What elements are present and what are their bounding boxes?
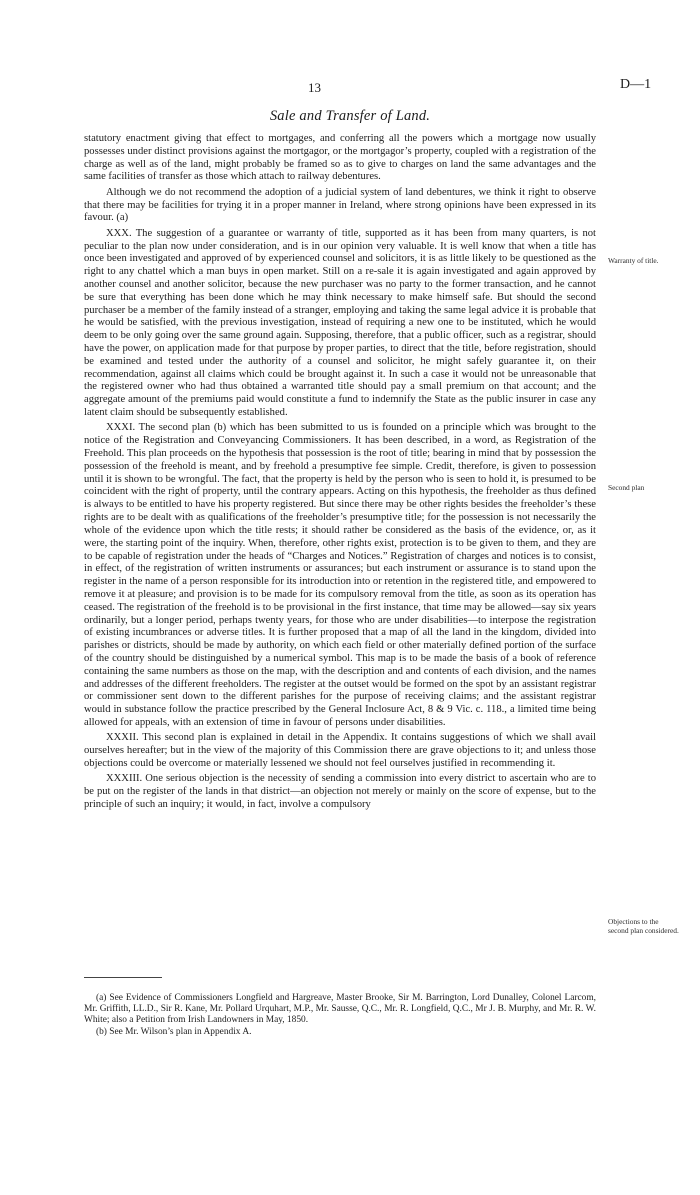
footnote-rule: [84, 977, 162, 978]
page-code: D—1: [620, 77, 652, 92]
footnotes: [84, 993, 596, 1038]
margin-note-warranty: Warranty of title.: [608, 256, 659, 265]
paragraph-continuation: statutory enactment giving that effect to mortgages, and conferring all the powers which a mortgage now usually possesses under distinct provisions against the mortgagor, or the mortgagor’s property, coupled with a registration of the charge as well as of the land, might probably be framed so as to give to charges on land the same advantages and the same facilities of transfer as those which attach to railway debentures.: [84, 133, 596, 183]
footnote-b: (b) See Mr. Wilson’s plan in Appendix A.: [96, 1026, 252, 1037]
margin-note-second-plan: Second plan: [608, 483, 645, 492]
paragraph-xxx: XXX. The suggestion of a guarantee or warranty of title, supported as it has been from many quarters, is not peculiar to the plan now under consideration, and is in our opinion very valuable. It is well know that when a title has once been investigated and approved of by experienced counsel and solicitors, it is as little likely to be questioned as the right to any chattel which a man buys in open market. Still on a re-sale it is again investigated and again approved by another counsel and another solicitor, because the new purchaser was no party to the former transaction, and he cannot be sure that everything has been done which he may think necessary to make himself safe. But should the second purchaser be a member of the family instead of a stranger, employing and taking the same legal advice it is probable that he would be satisfied, with the previous investigation, instead of requiring a new one to be instituted, which he would deem to be only going over the same ground again. Supposing, therefore, that a public officer, such as a registrar, should have the power, on application made for that purpose by proper parties, to direct that the title, before registration, should be examined and tested under the authority of a counsel and solicitor, he might safely guarantee it, on their recommendation, against all claims which could be brought against it. In such a case it would not be unreasonable that the registered owner who had thus obtained a warranted title should pay a small premium on that account; and the aggregate amount of the premiums paid would constitute a fund to indemnify the State as the public insurer in case any latent claim should be subsequently established.: [84, 227, 596, 419]
body-text: [84, 133, 596, 814]
running-title: Sale and Transfer of Land.: [269, 108, 431, 124]
page-number: 13: [308, 80, 321, 95]
margin-note-objections: Objections to the second plan considered.: [608, 917, 679, 935]
paragraph-xxxi: XXXI. The second plan (b) which has been submitted to us is founded on a principle which was brought to the notice of the Registration and Conveyancing Commissioners. It has been described, in a word, as Registration of the Freehold. This plan proceeds on the hypothesis that possession is the root of title; bearing in mind that by possession the possession of the freehold is meant, and by freehold a presumptive fee simple. Credit, therefore, is given to possession until it is shown to be wrongful. The fact, that the property is held by the person who is seen to hold it, is presumed to be coincident with the right of property, until the contrary appears. Acting on this hypothesis, the freeholder as thus defined is always to be entitled to have his property registered. But since there may be other rights besides the freeholder’s these rights are to be dealt with as qualifications of the freeholder’s presumptive title; for the possession is not necessarily the whole of the evidence upon which the title rests; it should rather be considered as the basis of the evidence, or, as it were, the starting point of the inquiry. When, therefore, other rights exist, protection is to be given to them, and they are to be capable of registration under the heads of “Charges and Notices.” Registration of charges and notices is to consist, in effect, of the registration of written instruments or assurances; but each instrument or assurance is to stand upon the register in the name of a person responsible for its introduction into or retention in the registered title, and empowered to remove it at pleasure; and provision is to be made for its compulsory removal from the title, as soon as its operation has ceased. The registration of the freehold is to be provisional in the first instance, that time may be allowed—say six years ordinarily, but a longer period, perhaps twenty years, for those who are under disabilities—to interpose the registration of existing incumbrances or adverse titles. It is further proposed that a map of all the land in the kingdom, divided into parishes or districts, should be made by authority, on which each field or other materially defined portion of the surface of the country should be distinguished by a numerical symbol. This map is to be made the basis of a book of reference containing the same numbers as those on the map, with the description and and contents of each division, and the names and addresses of the different freeholders. The register at the outset would be formed on the spot by an assistant registrar or commissioner sent down to the different parishes for the purpose of receiving claims; and the assistant registrar would in substance follow the practice prescribed by the General Inclosure Act, 8 & 9 Vic. c. 118., a limited time being allowed for appeals, with an extension of time in favour of persons under disabilities.: [84, 422, 596, 729]
paragraph-judicial-debentures: Although we do not recommend the adoption of a judicial system of land debentures, we think it right to observe that there may be facilities for trying it in a proper manner in Ireland, where strong opinions have been expressed in its favour. (a): [84, 186, 596, 224]
footnote-a: (a) See Evidence of Commissioners Longfield and Hargreave, Master Brooke, Sir M. Barrington, Lord Dunalley, Colonel Larcom, Mr. Griffith, LL.D., Sir R. Kane, Mr. Pollard Urquhart, M.P., Mr. Sausse, Q.C., Mr. R. Longfield, Q.C., Mr J. B. Murphy, and Mr. R. W. White; also a Petition from Irish Landowners in May, 1850.: [84, 993, 596, 1026]
paragraph-xxxii: XXXII. This second plan is explained in detail in the Appendix. It contains suggestions of which we shall avail ourselves hereafter; but in the view of the majority of this Commission there are grave objections to it; and unless those objections could be overcome or materially lessened we should not feel ourselves justified in recommending it.: [84, 732, 596, 769]
paragraph-xxxiii: XXXIII. One serious objection is the necessity of sending a commission into every district to ascertain who are to be put on the register of the lands in that district—an objection not merely or mainly on the score of expense, but to the principle of such an inquiry; it would, in fact, involve a compulsory: [84, 773, 596, 810]
